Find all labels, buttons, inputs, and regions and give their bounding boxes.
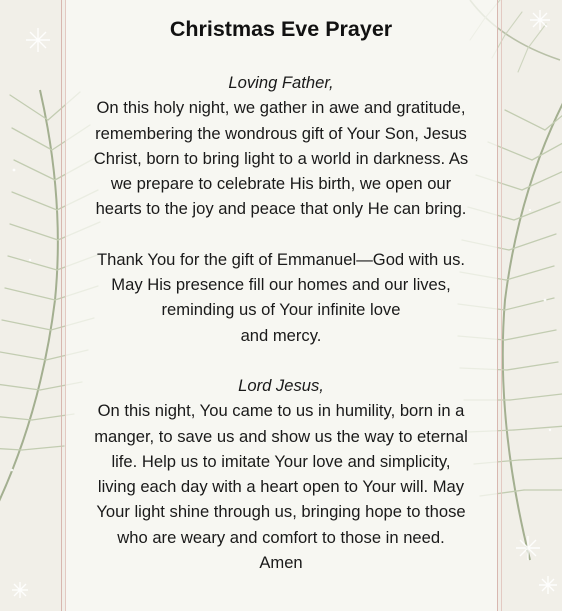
paragraph bbox=[60, 398, 502, 575]
text-line: May His presence fill our homes and our lives, bbox=[111, 275, 451, 295]
text-line: On this holy night, we gather in awe and gratitude, bbox=[96, 98, 466, 118]
amen-line: Amen bbox=[259, 553, 303, 573]
text-line: On this night, You came to us in humility, born in a bbox=[97, 401, 465, 421]
salutation: Lord Jesus, bbox=[238, 375, 324, 395]
paragraph bbox=[60, 247, 502, 348]
text-line: Your light shine through us, bringing hope to those bbox=[96, 502, 466, 522]
prayer-title: Christmas Eve Prayer bbox=[169, 17, 393, 41]
text-line: hearts to the joy and peace that only He can bring. bbox=[95, 199, 467, 219]
salutation: Loving Father, bbox=[228, 73, 334, 92]
text-line: and mercy. bbox=[240, 325, 322, 345]
text-line: life. Help us to imitate Your love and simplicity, bbox=[111, 451, 451, 471]
section-loving-father bbox=[60, 70, 502, 222]
text-line: who are weary and comfort to those in need. bbox=[117, 527, 445, 547]
text-line: we prepare to celebrate His birth, we open our bbox=[110, 174, 452, 194]
prayer-content bbox=[60, 0, 502, 575]
paragraph bbox=[60, 95, 502, 221]
text-line: remembering the wondrous gift of Your Son, Jesus bbox=[95, 123, 467, 143]
section-lord-jesus bbox=[60, 373, 502, 575]
text-line: living each day with a heart open to Your will. May bbox=[97, 477, 465, 497]
text-line: Christ, born to bring light to a world in darkness. As bbox=[93, 148, 469, 168]
text-line: Thank You for the gift of Emmanuel—God with us. bbox=[96, 249, 466, 269]
text-line: reminding us of Your infinite love bbox=[161, 300, 401, 320]
section-thank-you bbox=[60, 247, 502, 348]
text-line: manger, to save us and show us the way to eternal bbox=[94, 426, 468, 446]
